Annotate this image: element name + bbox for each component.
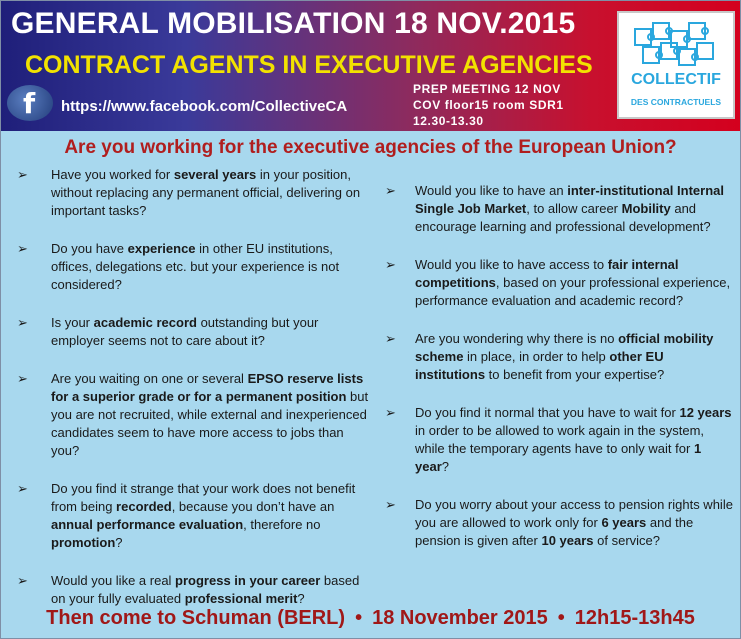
item-text: in place, in order to help [463, 349, 610, 364]
title-contract-agents: CONTRACT AGENTS IN EXECUTIVE AGENCIES [25, 51, 593, 79]
item-text: Do you find it normal that you have to wait for [415, 405, 680, 420]
prep-meeting-room: COV floor15 room SDR1 [413, 98, 564, 112]
prep-meeting-info [413, 81, 564, 129]
item-text: ? [297, 591, 305, 606]
left-question-list [13, 166, 371, 608]
footer-location: Then come to Schuman (BERL) [46, 607, 346, 629]
emphasis-text: several years [173, 167, 257, 182]
item-text: Is your [51, 315, 94, 330]
facebook-glyph: f [23, 87, 36, 120]
logo-name: COLLECTIF [631, 71, 721, 88]
question-item [13, 240, 371, 294]
emphasis-text: 12 years [679, 405, 732, 420]
item-text: to benefit from your expertise? [485, 367, 665, 382]
item-text: ? [115, 535, 123, 550]
arrow-bullet-icon: ➢ [385, 497, 396, 512]
item-text: Have you worked for [51, 167, 174, 182]
emphasis-text: 6 years [601, 515, 647, 530]
arrow-bullet-icon: ➢ [385, 331, 396, 346]
item-text: and encourage learning and professional development? [415, 201, 711, 234]
item-text: of service? [593, 533, 661, 548]
question-item [13, 370, 371, 460]
item-text: and the pension is given after [415, 515, 694, 548]
arrow-bullet-icon: ➢ [385, 257, 396, 272]
question-item [13, 572, 371, 608]
prep-meeting-date: PREP MEETING 12 NOV [413, 82, 561, 96]
emphasis-text: other EU institutions [415, 349, 664, 382]
question-item [383, 404, 733, 476]
emphasis-text: progress in your career [175, 573, 321, 588]
item-text: ? [441, 459, 449, 474]
footer-event-details [1, 607, 740, 630]
emphasis-text: official mobility scheme [415, 331, 714, 364]
item-text: Are you waiting on one or several [51, 371, 248, 386]
emphasis-text: promotion [51, 535, 116, 550]
item-text: Would you like to have an [415, 183, 568, 198]
arrow-bullet-icon: ➢ [385, 183, 396, 198]
question-item [13, 166, 371, 220]
arrow-bullet-icon: ➢ [17, 481, 28, 496]
question-item [383, 182, 733, 236]
emphasis-text: recorded [116, 499, 172, 514]
footer-separator: • [557, 607, 565, 629]
main-question: Are you working for the executive agencies of the European Union? [64, 137, 677, 158]
emphasis-text: inter-institutional Internal Single Job Market [415, 183, 724, 216]
emphasis-text: 1 year [415, 441, 702, 474]
item-text: , to allow career [526, 201, 622, 216]
arrow-bullet-icon: ➢ [17, 241, 28, 256]
item-text: , because you don’t have an [171, 499, 335, 514]
header-banner [1, 1, 740, 131]
item-text: but you are not recruited, while external and inexperienced candidates seem to have more access to jobs than you? [51, 389, 369, 458]
arrow-bullet-icon: ➢ [17, 573, 28, 588]
logo-subtitle: DES CONTRACTUELS [630, 97, 722, 107]
facebook-link[interactable]: https://www.facebook.com/CollectiveCA [61, 98, 348, 115]
item-text: in order to be allowed to work again in the system, while the temporary agents have to only wait for [415, 423, 705, 456]
question-item [383, 496, 733, 550]
footer-separator: • [355, 607, 363, 629]
prep-meeting-time: 12.30-13.30 [413, 114, 484, 128]
item-text: based on your fully evaluated [51, 573, 360, 606]
title-general-mobilisation: GENERAL MOBILISATION 18 NOV.2015 [11, 7, 576, 40]
question-item [383, 256, 733, 310]
arrow-bullet-icon: ➢ [17, 315, 28, 330]
right-question-list [383, 182, 733, 550]
arrow-bullet-icon: ➢ [17, 167, 28, 182]
emphasis-text: EPSO reserve lists for a superior grade or for a permanent position [51, 371, 364, 404]
item-text: Do you find it strange that your work does not benefit from being [51, 481, 356, 514]
question-item [383, 330, 733, 384]
emphasis-text: annual performance evaluation [51, 517, 244, 532]
item-text: Do you worry about your access to pension rights while you are allowed to work only for [415, 497, 733, 530]
item-text: in your position, without replacing any permanent official, delivering on important tasks? [51, 167, 361, 218]
item-text: outstanding but your employer seems not to care about it? [51, 315, 319, 348]
emphasis-text: experience [127, 241, 196, 256]
emphasis-text: 10 years [541, 533, 594, 548]
puzzle-icon [631, 19, 721, 69]
item-text: Would you like a real [51, 573, 176, 588]
item-text: , based on your professional experience, performance evaluation and academic record? [415, 275, 731, 308]
emphasis-text: professional merit [184, 591, 298, 606]
question-item [13, 314, 371, 350]
collectif-logo [617, 11, 735, 119]
item-text: in other EU institutions, offices, delegations etc. but your experience is not considered? [51, 241, 340, 292]
question-item [13, 480, 371, 552]
item-text: Would you like to have access to [415, 257, 608, 272]
emphasis-text: academic record [93, 315, 197, 330]
item-text: Do you have [51, 241, 128, 256]
arrow-bullet-icon: ➢ [385, 405, 396, 420]
arrow-bullet-icon: ➢ [17, 371, 28, 386]
item-text: , therefore no [243, 517, 321, 532]
item-text: Are you wondering why there is no [415, 331, 619, 346]
emphasis-text: fair internal competitions [415, 257, 679, 290]
emphasis-text: Mobility [621, 201, 671, 216]
footer-date: 18 November 2015 [372, 607, 548, 629]
footer-time: 12h15-13h45 [574, 607, 695, 629]
facebook-icon[interactable] [7, 85, 53, 121]
